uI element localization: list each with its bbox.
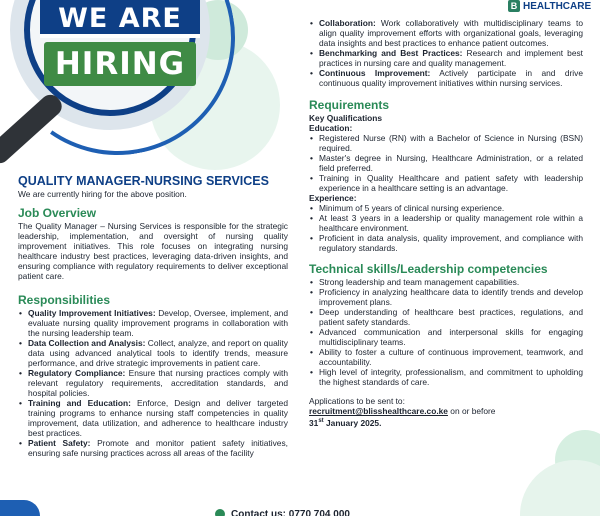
phone-icon bbox=[215, 509, 225, 516]
list-item: • Strong leadership and team management capabilities. bbox=[309, 277, 583, 287]
deadline-suffix: st bbox=[318, 418, 324, 424]
item-lead: Data Collection and Analysis: bbox=[28, 338, 146, 348]
apply-instructions: Applications to be sent to: bbox=[309, 396, 405, 406]
intro-text: We are currently hiring for the above position. bbox=[18, 189, 187, 199]
item-lead: Patient Safety: bbox=[28, 438, 91, 448]
responsibilities-list bbox=[18, 308, 288, 458]
list-item bbox=[18, 438, 288, 458]
item-lead: Continuous Improvement: bbox=[319, 68, 431, 78]
hiring-banner-line2: HIRING bbox=[44, 42, 196, 86]
item-lead: Benchmarking and Best Practices: bbox=[319, 48, 463, 58]
list-item: • Training in Quality Healthcare and patient safety with leadership experience in a healthcare setting is an advantage. bbox=[309, 173, 583, 193]
key-qualifications-label: Key Qualifications bbox=[309, 113, 383, 123]
footer-text: Contact us: 0770 704 000 bbox=[231, 508, 350, 516]
skills-heading: Technical skills/Leadership competencies bbox=[309, 262, 548, 276]
item-text: Ensure that nursing practices comply with relevant regulatory requirements, accreditation standards, and hospital policies. bbox=[28, 368, 288, 398]
deadline-day: 31 bbox=[309, 417, 319, 428]
responsibilities-heading: Responsibilities bbox=[18, 293, 111, 307]
job-overview-text: The Quality Manager – Nursing Services is responsible for the strategic leadership, implementation, and oversight of nursing quality improvement initiatives. This role focuses on integrating nursing healthcare industry best practices, leveraging data-driven insights, and ensuring compliance with regulatory requirements to deliver exceptional patient care. bbox=[18, 221, 288, 281]
job-title: QUALITY MANAGER-NURSING SERVICES bbox=[18, 174, 269, 188]
skills-list bbox=[309, 277, 583, 387]
list-item: • At least 3 years in a leadership or quality management role within a healthcare environment. bbox=[309, 213, 583, 233]
item-text: Enforce, Design and deliver targeted training programs to enhance nursing staff competencies in quality improvement, data utilization, and adherence to healthcare industry best practices. bbox=[28, 398, 288, 438]
left-column bbox=[18, 174, 288, 458]
list-item: • Proficiency in analyzing healthcare data to identify trends and develop improvement plans. bbox=[309, 287, 583, 307]
list-item bbox=[18, 338, 288, 368]
list-item: • Proficient in data analysis, quality improvement, and compliance with regulatory standards. bbox=[309, 233, 583, 253]
list-item bbox=[18, 368, 288, 398]
hero-graphic bbox=[0, 0, 250, 170]
apply-details bbox=[309, 406, 583, 428]
footer-contact bbox=[215, 509, 405, 516]
requirements-heading: Requirements bbox=[309, 98, 390, 112]
item-lead: Collaboration: bbox=[319, 18, 376, 28]
logo-icon: B bbox=[508, 0, 520, 12]
list-item bbox=[309, 18, 583, 48]
item-lead: Quality Improvement Initiatives: bbox=[28, 308, 156, 318]
education-list bbox=[309, 133, 583, 193]
item-text: Work collaboratively with multidisciplinary teams to align quality improvement efforts with organizational goals, leveraging data insights and best practices to enhance patient outcomes. bbox=[319, 18, 583, 48]
decorative-corner bbox=[0, 500, 40, 516]
job-overview-heading: Job Overview bbox=[18, 206, 97, 220]
list-item: • Deep understanding of healthcare best practices, regulations, and patient safety standards. bbox=[309, 307, 583, 327]
list-item: • Ability to foster a culture of continuous improvement, teamwork, and accountability. bbox=[309, 347, 583, 367]
list-item: • Advanced communication and interpersonal skills for engaging multidisciplinary teams. bbox=[309, 327, 583, 347]
item-lead: Regulatory Compliance: bbox=[28, 368, 126, 378]
item-text: Collect, analyze, and report on quality data using advanced analytical tools to identify trends, measure performance, and drive strategic improvements in patient care. bbox=[28, 338, 288, 368]
education-label: Education: bbox=[309, 123, 353, 133]
item-lead: Training and Education: bbox=[28, 398, 131, 408]
item-text: Develop, Oversee, implement, and evaluate nursing quality improvement programs in collaboration with the nursing leadership team. bbox=[28, 308, 288, 338]
list-item bbox=[309, 68, 583, 88]
list-item: • High level of integrity, professionalism, and commitment to upholding the highest standards of care. bbox=[309, 367, 583, 387]
list-item: • Registered Nurse (RN) with a Bachelor of Science in Nursing (BSN) required. bbox=[309, 133, 583, 153]
list-item bbox=[18, 398, 288, 438]
email-link[interactable]: recruitment@blisshealthcare.co.ke bbox=[309, 406, 448, 416]
item-text: Actively participate in and drive continuous quality improvement initiatives within nursing services. bbox=[319, 68, 583, 88]
deadline-rest: January 2025. bbox=[323, 417, 382, 428]
decorative-circle bbox=[520, 460, 600, 516]
item-text: Promote and monitor patient safety initiatives, ensuring safe nursing practices across all areas of the facility bbox=[28, 438, 288, 458]
list-item bbox=[18, 308, 288, 338]
list-item: • Master's degree in Nursing, Healthcare Administration, or a related field preferred. bbox=[309, 153, 583, 173]
list-item: • Minimum of 5 years of clinical nursing experience. bbox=[309, 203, 583, 213]
hiring-banner-line1: WE ARE bbox=[40, 0, 200, 38]
experience-list bbox=[309, 203, 583, 253]
item-text: Research and implement best practices in nursing care and quality management. bbox=[319, 48, 583, 68]
right-column bbox=[309, 0, 583, 428]
deadline-prefix: on or before bbox=[447, 406, 496, 416]
responsibilities-list-continued bbox=[309, 18, 583, 88]
logo-text: HEALTHCARE bbox=[523, 0, 592, 12]
list-item bbox=[309, 48, 583, 68]
experience-label: Experience: bbox=[309, 193, 357, 203]
